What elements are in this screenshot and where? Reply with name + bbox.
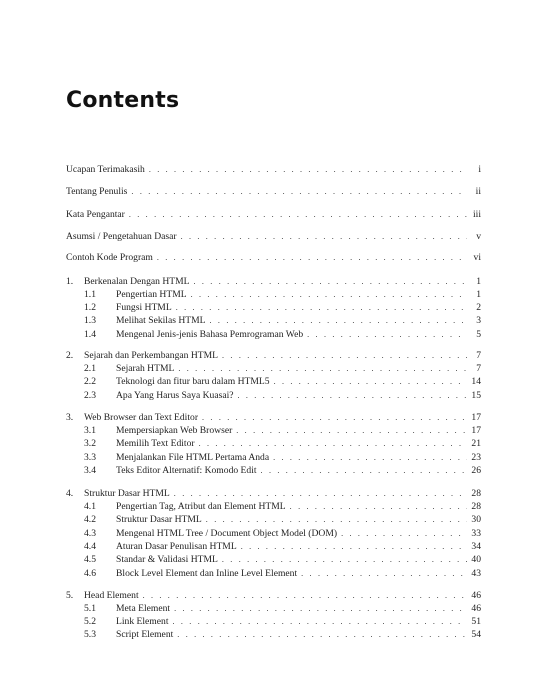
toc-page-number: 34 [471,541,481,552]
toc-page-number: 28 [471,488,481,499]
section-number: 5.2 [84,616,96,627]
toc-chapter-entry[interactable] [66,275,481,288]
toc-chapter-entry[interactable] [66,411,481,424]
dot-leader [222,349,467,362]
toc-page-number: 46 [471,590,481,601]
toc-entry-label: Struktur Dasar HTML [84,488,170,499]
toc-page-number: 17 [471,412,481,423]
toc-entry-label: Struktur Dasar HTML [116,514,202,525]
chapter-number: 1. [66,276,74,287]
toc-entry-label: Melihat Sekilas HTML [116,315,206,326]
toc-section-entry[interactable] [66,301,481,314]
toc-section-entry[interactable] [66,362,481,375]
toc-page-number: 14 [471,376,481,387]
toc-section-entry[interactable] [66,553,481,566]
toc-chapter-entry[interactable] [66,487,481,500]
toc-page-number: vi [473,252,481,263]
toc-entry-label: Teknologi dan fitur baru dalam HTML5 [116,376,270,387]
toc-entry-label: Standar & Validasi HTML [116,554,218,565]
dot-leader [177,628,467,641]
page-title: Contents [66,88,180,113]
toc-section-entry[interactable] [66,527,481,540]
toc-page-number: 40 [471,554,481,565]
toc-page-number: 26 [471,465,481,476]
toc-entry-front[interactable] [66,230,481,243]
dot-leader [206,513,467,526]
toc-page-number: 51 [471,616,481,627]
toc-entry-label: Contoh Kode Program [66,252,153,263]
toc-entry-label: Script Element [116,629,174,640]
toc-page-number: 28 [471,501,481,512]
section-number: 4.5 [84,554,96,565]
dot-leader [202,411,467,424]
dot-leader [176,301,467,314]
toc-section-entry[interactable] [66,628,481,641]
toc-entry-label: Meta Element [116,603,171,614]
section-number: 5.3 [84,629,96,640]
dot-leader [174,487,467,500]
section-number: 1.4 [84,329,96,340]
dot-leader [181,230,467,243]
section-number: 5.1 [84,603,96,614]
toc-entry-label: Mempersiapkan Web Browser [116,425,233,436]
toc-entry-label: Sejarah HTML [116,363,175,374]
toc-entry-label: Mengenal Jenis-jenis Bahasa Pemrograman Web [116,329,304,340]
toc-entry-label: Menjalankan File HTML Pertama Anda [116,452,270,463]
toc-section-entry[interactable] [66,567,481,580]
section-number: 1.3 [84,315,96,326]
toc-section-entry[interactable] [66,328,481,341]
toc-page-number: 46 [471,603,481,614]
section-number: 2.2 [84,376,96,387]
toc-page-number: 3 [476,315,481,326]
dot-leader [238,389,468,402]
dot-leader [129,208,467,221]
dot-leader [157,251,467,264]
toc-entry-label: Sejarah dan Perkembangan HTML [84,350,219,361]
section-number: 4.4 [84,541,96,552]
toc-entry-label: Asumsi / Pengetahuan Dasar [66,231,177,242]
toc-page-number: 2 [476,302,481,313]
section-number: 4.2 [84,514,96,525]
dot-leader [143,589,467,602]
dot-leader [178,362,467,375]
toc-section-entry[interactable] [66,424,481,437]
toc-entry-label: Tentang Penulis [66,186,128,197]
section-number: 3.4 [84,465,96,476]
toc-entry-front[interactable] [66,163,481,176]
dot-leader [241,540,467,553]
section-number: 4.3 [84,528,96,539]
chapter-number: 5. [66,590,74,601]
toc-section-entry[interactable] [66,375,481,388]
toc-page-number: 43 [471,568,481,579]
toc-section-entry[interactable] [66,513,481,526]
toc-page-number: 30 [471,514,481,525]
toc-page-number: 17 [471,425,481,436]
toc-entry-label: Pengertian HTML [116,289,187,300]
toc-section-entry[interactable] [66,615,481,628]
dot-leader [273,451,467,464]
dot-leader [173,615,468,628]
dot-leader [131,185,467,198]
dot-leader [199,437,467,450]
dot-leader [301,567,467,580]
toc-page-number: 1 [476,289,481,300]
section-number: 2.1 [84,363,96,374]
section-number: 1.1 [84,289,96,300]
dot-leader [174,602,467,615]
toc-page-number: i [478,164,481,175]
dot-leader [194,275,468,288]
toc-entry-front[interactable] [66,251,481,264]
toc-page-number: 7 [476,363,481,374]
section-number: 3.3 [84,452,96,463]
toc-page-number: 21 [471,438,481,449]
toc-entry-label: Berkenalan Dengan HTML [84,276,190,287]
section-number: 4.6 [84,568,96,579]
dot-leader [149,163,467,176]
section-number: 4.1 [84,501,96,512]
toc-page-number: iii [473,209,481,220]
toc-entry-label: Fungsi HTML [116,302,172,313]
toc-entry-label: Pengertian Tag, Atribut dan Element HTML [116,501,286,512]
toc-section-entry[interactable] [66,389,481,402]
chapter-number: 4. [66,488,74,499]
toc-chapter-entry[interactable] [66,349,481,362]
toc-page-number: 23 [471,452,481,463]
toc-entry-label: Link Element [116,616,169,627]
chapter-number: 3. [66,412,74,423]
dot-leader [341,527,467,540]
toc-page-number: 33 [471,528,481,539]
toc-page-number: 7 [476,350,481,361]
dot-leader [290,500,467,513]
toc-section-entry[interactable] [66,314,481,327]
dot-leader [274,375,467,388]
dot-leader [307,328,467,341]
dot-leader [236,424,467,437]
dot-leader [222,553,467,566]
toc-section-entry[interactable] [66,288,481,301]
toc-page-number: 54 [471,629,481,640]
toc-entry-label: Aturan Dasar Penulisan HTML [116,541,237,552]
toc-entry-label: Memilih Text Editor [116,438,195,449]
toc-section-entry[interactable] [66,451,481,464]
toc-page-number: ii [475,186,481,197]
toc-page-number: 1 [476,276,481,287]
toc-entry-front[interactable] [66,185,481,198]
toc-page-number: 5 [476,329,481,340]
toc-section-entry[interactable] [66,500,481,513]
toc-entry-front[interactable] [66,208,481,221]
dot-leader [261,464,467,477]
toc-section-entry[interactable] [66,602,481,615]
toc-entry-label: Mengenal HTML Tree / Document Object Model (DOM) [116,528,338,539]
dot-leader [191,288,467,301]
toc-page-number: 15 [471,390,481,401]
toc-entry-label: Kata Pengantar [66,209,125,220]
section-number: 1.2 [84,302,96,313]
section-number: 2.3 [84,390,96,401]
toc-entry-label: Apa Yang Harus Saya Kuasai? [116,390,234,401]
toc-entry-label: Teks Editor Alternatif: Komodo Edit [116,465,257,476]
toc-entry-label: Head Element [84,590,139,601]
toc-section-entry[interactable] [66,437,481,450]
chapter-number: 2. [66,350,74,361]
dot-leader [210,314,467,327]
toc-entry-label: Web Browser dan Text Editor [84,412,199,423]
toc-section-entry[interactable] [66,540,481,553]
toc-chapter-entry[interactable] [66,589,481,602]
section-number: 3.2 [84,438,96,449]
toc-entry-label: Ucapan Terimakasih [66,164,145,175]
section-number: 3.1 [84,425,96,436]
toc-section-entry[interactable] [66,464,481,477]
toc-page-number: v [476,231,481,242]
toc-entry-label: Block Level Element dan Inline Level Element [116,568,298,579]
